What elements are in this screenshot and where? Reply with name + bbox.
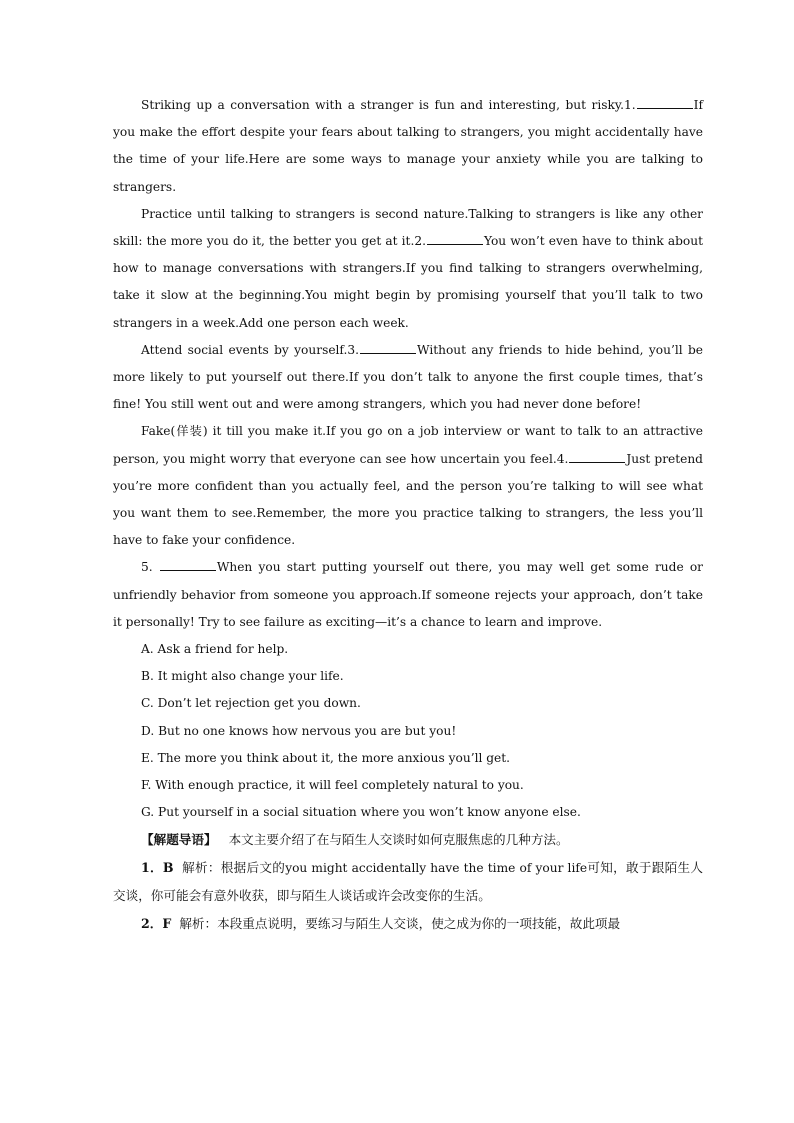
analysis-item-number: 2．F bbox=[141, 916, 172, 932]
paragraph-text: Fake(佯装) it till you make it.If you go on a job interview or want to talk to an attractive person, you might worry that everyone can see how uncertain you feel.4. bbox=[113, 424, 703, 466]
passage-paragraph-4 bbox=[113, 418, 703, 554]
paragraph-text: Striking up a conversation with a stranger is fun and interesting, but risky.1. bbox=[141, 98, 636, 112]
paragraph-text: If you make the effort despite your fears about talking to strangers, you might accidentally have the time of your life.Here are some ways to manage your anxiety while you are talking to strangers. bbox=[113, 98, 703, 194]
paragraph-text: Without any friends to hide behind, you’ll be more likely to put yourself out there.If you don’t talk to anyone the first couple times, that’s fine! You still went out and were among strangers, which you had never done before! bbox=[113, 342, 703, 412]
option-c: C. Don’t let rejection get you down. bbox=[141, 696, 361, 711]
paragraph-text: When you start putting yourself out there, you may well get some rude or unfriendly behavior from someone you approach.If someone rejects your approach, don’t take it personally! Try to see failure as exciting—it’s a chance to learn and improve. bbox=[113, 560, 704, 629]
analysis-heading: 【解题导语】 bbox=[141, 832, 217, 848]
answer-blank-1 bbox=[637, 96, 693, 109]
option-g: G. Put yourself in a social situation where you won’t know anyone else. bbox=[141, 805, 581, 820]
option-f: F. With enough practice, it will feel completely natural to you. bbox=[141, 778, 524, 793]
analysis-item-1 bbox=[113, 854, 703, 910]
passage-paragraph-1 bbox=[113, 92, 703, 201]
paragraph-text: Attend social events by yourself.3. bbox=[141, 342, 360, 357]
option-e: E. The more you think about it, the more anxious you’ll get. bbox=[141, 750, 511, 765]
document-page bbox=[113, 92, 703, 938]
analysis-item-number: 1．B bbox=[141, 860, 174, 876]
analysis-item-quote: you might accidentally have the time of your life bbox=[285, 861, 588, 876]
option-d: D. But no one knows how nervous you are but you! bbox=[141, 723, 457, 738]
passage-paragraph-2 bbox=[113, 201, 703, 337]
analysis-item-label: 解析：本段重点说明，要练习与陌生人交谈，使之成为你的一项技能，故此项最 bbox=[179, 916, 621, 932]
passage-paragraph-3 bbox=[113, 337, 703, 419]
analysis-item-rest: 可知，敢于跟陌生人交谈，你可能会有意外收获，即与陌生人谈话或许会改变你的生活。 bbox=[113, 860, 704, 904]
analysis-item-2 bbox=[113, 910, 703, 938]
paragraph-text: You won’t even have to think about how to manage conversations with strangers.If you find talking to strangers overwhelming, take it slow at the beginning.You might begin by promising yourself that you’ll talk to two strangers in a week.Add one person each week. bbox=[113, 234, 703, 330]
analysis-intro bbox=[113, 826, 703, 854]
analysis-item-label: 解析：根据后文的 bbox=[182, 860, 286, 876]
answer-blank-4 bbox=[569, 450, 625, 463]
answer-blank-3 bbox=[360, 341, 416, 354]
answer-blank-5 bbox=[160, 558, 216, 571]
paragraph-text: Practice until talking to strangers is second nature.Talking to strangers is like any other skill: the more you do it, the better you get at it.2. bbox=[113, 206, 703, 249]
option-b: B. It might also change your life. bbox=[141, 669, 344, 684]
paragraph-text: 5. bbox=[141, 560, 153, 575]
option-a: A. Ask a friend for help. bbox=[141, 642, 289, 657]
answer-options-list bbox=[113, 636, 703, 826]
analysis-section bbox=[113, 826, 703, 938]
passage-paragraph-5 bbox=[113, 554, 703, 636]
paragraph-text: Just pretend you’re more confident than you actually feel, and the person you’re talking to will see what you want them to see.Remember, the more you practice talking to strangers, the less you’ll have to fake your confidence. bbox=[113, 451, 703, 548]
answer-blank-2 bbox=[427, 232, 483, 245]
analysis-intro-text: 本文主要介绍了在与陌生人交谈时如何克服焦虑的几种方法。 bbox=[228, 832, 569, 848]
